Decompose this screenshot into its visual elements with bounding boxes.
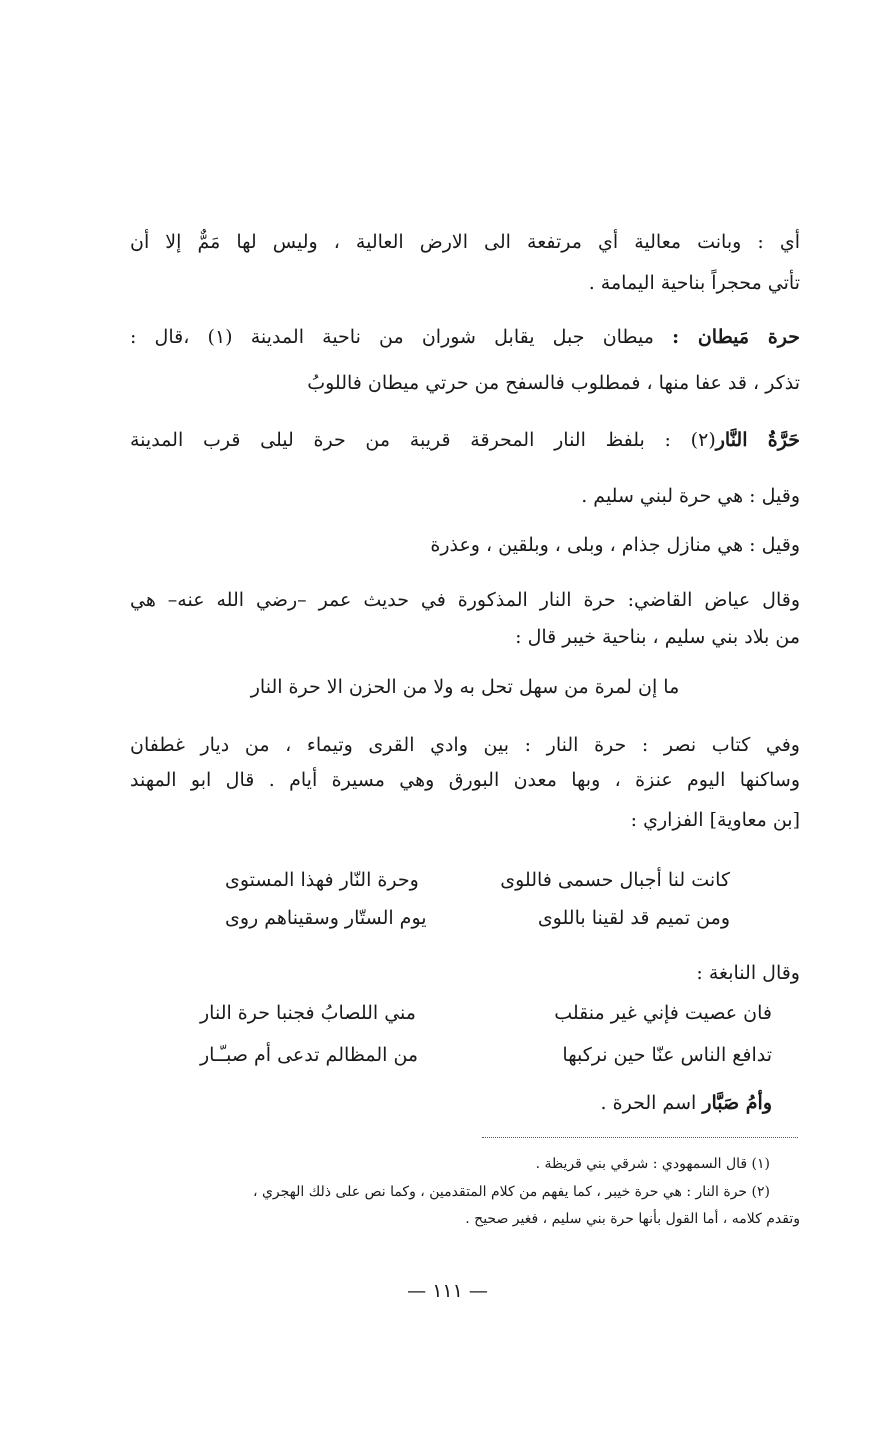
entry-heading: وأمُ صَبَّار bbox=[702, 1092, 772, 1114]
verse-hemistich: مني اللصابُ فجنبا حرة النار bbox=[200, 1002, 416, 1024]
verse-line bbox=[130, 1040, 800, 1070]
entry-heading: حرة مَيطان : bbox=[672, 326, 800, 348]
text-line: وقيل : هي حرة لبني سليم . bbox=[581, 485, 800, 507]
text-line: وأمُ صَبَّار اسم الحرة . bbox=[600, 1092, 772, 1114]
footnote: وتقدم كلامه ، أما القول بأنها حرة بني سليم ، فغير صحيح . bbox=[465, 1211, 800, 1227]
verse-line bbox=[130, 903, 800, 933]
footnote: (١) قال السمهودي : شرقي بني قريظة . bbox=[535, 1156, 770, 1172]
text-line: تأتي محجراً بناحية اليمامة . bbox=[588, 272, 800, 294]
text-line: أي : وبانت معالية أي مرتفعة الى الارض العالية ، وليس لها مَمٌّ إلا أن bbox=[130, 231, 800, 253]
entry-line: حرة مَيطان : ميطان جبل يقابل شوران من ناحية المدينة (١) ،قال : bbox=[130, 326, 800, 348]
verse-hemistich: وحرة النّار فهذا المستوى bbox=[225, 869, 419, 891]
verse-hemistich: فان عصيت فإني غير منقلب bbox=[554, 1002, 772, 1024]
verse-hemistich: يوم الستّار وسقيناهم روى bbox=[225, 907, 427, 929]
text-line: [بن معاوية] الفزاري : bbox=[630, 809, 800, 831]
verse-hemistich: ومن تميم قد لقينا باللوى bbox=[537, 907, 730, 929]
verse-line bbox=[130, 865, 800, 895]
verse-line: ما إن لمرة من سهل تحل به ولا من الحزن الا حرة النار bbox=[250, 676, 680, 698]
verse-line bbox=[130, 998, 800, 1028]
entry-line: حَرَّةُ النَّار(٢) : بلفظ النار المحرقة قريبة من حرة ليلى قرب المدينة bbox=[130, 429, 800, 451]
text-line: وقال النابغة : bbox=[696, 962, 800, 984]
text-line: من بلاد بني سليم ، بناحية خيبر قال : bbox=[515, 626, 800, 648]
text-line: وساكنها اليوم عنزة ، وبها معدن البورق وهي مسيرة أيام . قال ابو المهند bbox=[130, 769, 800, 791]
footnote: (٢) حرة النار : هي حرة خيبر ، كما يفهم من كلام المتقدمين ، وكما نص على ذلك الهجري ، bbox=[252, 1184, 770, 1200]
text-line: وقال عياض القاضي: حرة النار المذكورة في حديث عمر –رضي الله عنه– هي bbox=[130, 589, 800, 611]
verse-hemistich: تدافع الناس عنّا حين نركبها bbox=[562, 1044, 772, 1066]
footnote-separator bbox=[482, 1137, 798, 1138]
text-line: وفي كتاب نصر : حرة النار : بين وادي القرى وتيماء ، من ديار غطفان bbox=[130, 734, 800, 756]
verse-hemistich: كانت لنا أجبال حسمى فاللوى bbox=[500, 869, 730, 891]
verse-line: تذكر ، قد عفا منها ، فمطلوب فالسفح من حرتي ميطان فاللوبُ bbox=[307, 372, 800, 394]
page-number: — ١١١ — bbox=[407, 1280, 488, 1302]
text-line: وقيل : هي منازل جذام ، وبلى ، وبلقين ، وعذرة bbox=[430, 534, 800, 556]
entry-heading: حَرَّةُ النَّار bbox=[715, 429, 800, 451]
verse-hemistich: من المظالم تدعى أم صبـّـار bbox=[200, 1044, 419, 1066]
